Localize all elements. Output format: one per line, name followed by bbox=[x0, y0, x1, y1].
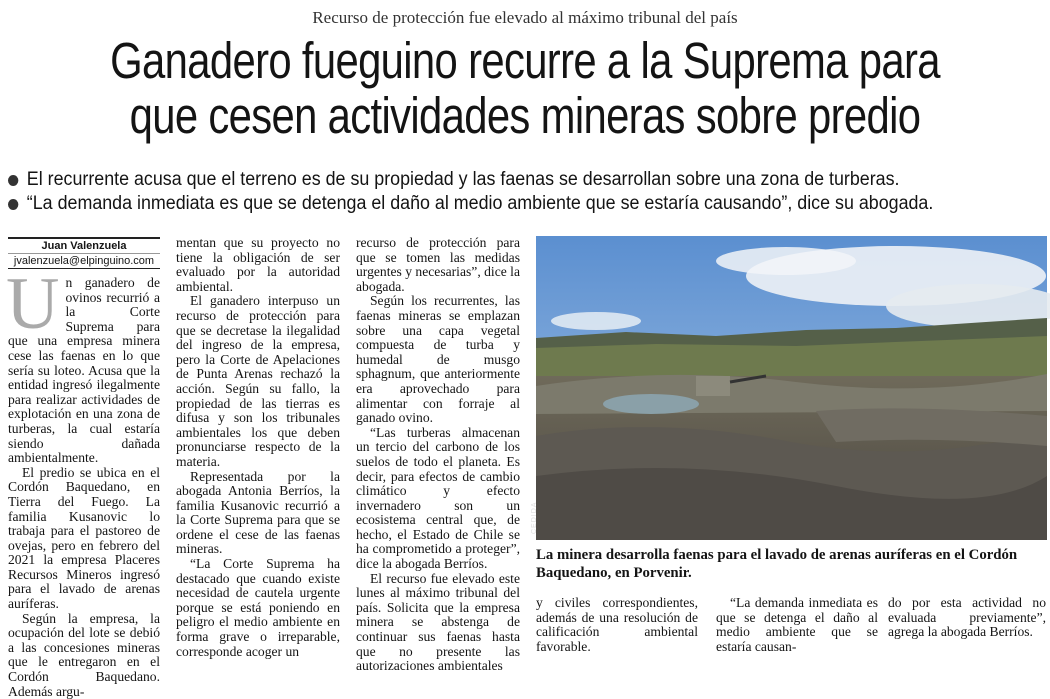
summary-bullets bbox=[8, 168, 1048, 216]
paragraph: El recurso fue elevado este lunes al máximo tribunal del país. Solicita que la empresa minera se abstenga de continuar sus faenas hasta que no presente las autorizaciones ambientales bbox=[356, 570, 520, 674]
paragraph: Según los recurrentes, las faenas mineras se emplazan sobre una capa vegetal compuesta de turba y humedal de musgo sphagnum, que anteriormente era aprovechado para alimentar con forraje al ganado ovino. bbox=[356, 293, 520, 426]
paragraph: Representada por la abogada Antonia Berríos, la familia Kusanovic recurrió a la Corte Suprema para que se ordene el cese de las faenas mineras. bbox=[176, 468, 340, 557]
author-name: Juan Valenzuela bbox=[8, 240, 160, 254]
paragraph: Según la empresa, la ocupación del lote se debió a las concesiones mineras que le entregaron en el Cordón Baquedano. Además argu- bbox=[8, 610, 160, 699]
article-column-3 bbox=[356, 236, 520, 674]
paragraph bbox=[6, 263, 160, 466]
paragraph: “Las turberas almacenan un tercio del carbono de los suelos de todo el planeta. Es decir, para efectos de cambio climático y efecto invernadero son un ecosistema central que, de hecho, el Estado de Chile se ha comprometido a proteger”, dice la abogada Berríos. bbox=[356, 424, 520, 572]
article-column-6 bbox=[888, 596, 1046, 640]
paragraph: mentan que su proyecto no tiene la obligación de ser evaluado por la autoridad ambiental. bbox=[176, 235, 340, 294]
paragraph: recurso de protección para que se tomen las medidas urgentes y necesarias”, dice la abogada. bbox=[356, 235, 520, 294]
article-column-5 bbox=[716, 596, 878, 654]
bullet-dot-icon bbox=[8, 199, 18, 210]
news-photo bbox=[531, 236, 1047, 540]
bullet-1 bbox=[8, 168, 986, 192]
paragraph: El ganadero interpuso un recurso de protección para que se decretase la ilegalidad del ingreso de la empresa, pero la Corte de Apelaciones de Punta Arenas rechazó la acción. Según su fallo, la propiedad de las tierras es difusa y son los tribunales ambientales los que deben pronunciarse respecto de la materia. bbox=[176, 293, 340, 469]
article-column-4 bbox=[536, 596, 698, 654]
paragraph: “La demanda inmediata es que se detenga el daño al medio ambiente que se estaría causan- bbox=[716, 595, 878, 654]
bullet-1-text: El recurrente acusa que el terreno es de su propiedad y las faenas se desarrollan sobre una zona de turberas. bbox=[26, 169, 900, 190]
mining-landscape-image bbox=[536, 236, 1047, 540]
photo-caption: La minera desarrolla faenas para el lavado de arenas auríferas en el Cordón Baquedano, en Porvenir. bbox=[536, 547, 1018, 581]
bullet-2 bbox=[8, 192, 986, 216]
paragraph-text: n ganadero de ovinos recurrió a la Corte Suprema para que una empresa minera cese las faenas en lo que sería su loteo. Acusa que la entidad ingresó ilegalmente para realizar actividades de explotación en una zona de turberas, la cual estaría siendo dañada ambientalmente. bbox=[8, 275, 160, 466]
photo-credit: CEDIDA bbox=[531, 501, 538, 534]
bullet-2-text: “La demanda inmediata es que se detenga el daño al medio ambiente que se estaría causando”, dice su abogada. bbox=[26, 193, 934, 214]
headline bbox=[95, 33, 956, 143]
paragraph: “La Corte Suprema ha destacado que cuando existe necesidad de cautela urgente porque se está poniendo en peligro el medio ambiente en forma grave o irreparable, corresponde acoger un bbox=[176, 556, 340, 659]
article-column-2 bbox=[176, 236, 340, 659]
headline-line-1: Ganadero fueguino recurre a la Suprema para bbox=[110, 32, 940, 89]
paragraph: do por esta actividad no evaluada previamente”, agrega la abogada Berríos. bbox=[888, 595, 1046, 640]
paragraph: y civiles correspondientes, además de una resolución de calificación ambiental favorable. bbox=[536, 595, 698, 654]
kicker: Recurso de protección fue elevado al máximo tribunal del país bbox=[312, 8, 738, 27]
author-email: jvalenzuela@elpinguino.com bbox=[13, 255, 155, 267]
article-column-1 bbox=[6, 263, 160, 699]
bullet-dot-icon bbox=[8, 175, 18, 186]
paragraph: El predio se ubica en el Cordón Baquedano, en Tierra del Fuego. La familia Kusanovic lo trabaja para el pastoreo de ovejas, pero en febrero del 2021 la empresa Placeres Recursos Mineros ingresó para el lavado de arenas auríferas. bbox=[8, 464, 160, 612]
headline-line-2: que cesen actividades mineras sobre predio bbox=[129, 87, 921, 144]
drop-cap: U bbox=[6, 263, 60, 345]
